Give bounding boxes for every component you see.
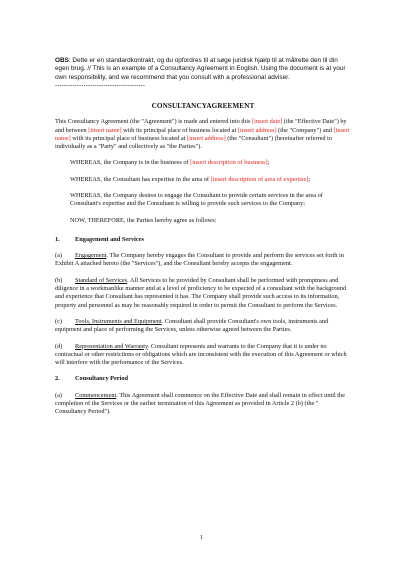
page-number: 1 <box>199 534 204 541</box>
placeholder-business: [insert description of business] <box>190 159 268 167</box>
intro-paragraph: This Consultancy Agreement (the "Agreement") is made and entered into this [insert date] (the "Effective Date") by and between [insert name] with its principal place of business located at [insert address] (the "Company") and [insert name] with its principal place of business located at [insert address] (the "Consultant") (hereinafter referred to individually as a "Party" and collectively as "the Parties"). <box>55 118 350 151</box>
disclaimer-notice <box>55 57 351 82</box>
document-content <box>55 57 351 417</box>
clause-2a: (a) Commencement. This Agreement shall commence on the Effective Date and shall remain in effect until the completion of the Services or the earlier termination of this Agreement as provided in Article 2 (b) (the " Consultancy Period"). <box>55 391 345 416</box>
section-heading-2: 2. Consultancy Period <box>55 375 129 383</box>
clause-1b: (b) Standard of Services. All Services to be provided by Consultant shall be performed with promptness and diligence in a workmanlike manner and at a level of proficiency to be expected of a consultant with the background and experience that Consultant has represented it has. The Company shall provide such access to its information, property and personnel as may be reasonably required in order to permit the Consultant to perform the Services. <box>55 276 347 309</box>
clause-1c: (c) Tools, Instruments and Equipment. Consultant shall provide Consultant's own tools, instruments and equipment and place of performing the Services, unless otherwise agreed between the Parties. <box>55 317 329 334</box>
clause-1d: (d) Representation and Warranty. Consultant represents and warrants to the Company that it is under no contractual or other restrictions or obligations which are inconsistent with the execution of this Agreement or which will interfere with the performance of the Services. <box>55 342 347 367</box>
placeholder-company-address: [insert address] <box>237 126 277 134</box>
now-therefore: NOW, THEREFORE, the Parties hereby agree as follows: <box>70 216 217 224</box>
placeholder-company-name: [insert name] <box>88 126 122 134</box>
whereas-engagement: WHEREAS, the Company desires to engage the Consultant to provide certain services in the area of Consultant's expertise and the Consultant is willing to provide such services to the Company; <box>70 192 323 208</box>
placeholder-consultant-address: [insert address] <box>187 134 226 142</box>
placeholder-expertise: [insert description of area of expertise] <box>210 175 309 183</box>
placeholder-date: [insert date] <box>251 118 283 126</box>
separator-line: ----------------------------------------- <box>55 83 146 90</box>
document-title: CONSULTANCYAGREEMENT <box>151 102 255 111</box>
disclaimer-text: : Dette er en standardkontrakt, og du opfordres til at søge juridisk hjælp til at målrette den til din egen brug. // This is an example of a Consultancy Agreement in English. Using the document is at your own responsibility, and we recommend that you consult with a professional adviser. <box>55 57 346 81</box>
whereas-expertise: WHEREAS, the Consultant has expertise in the area of [insert description of area of expertise]; <box>70 175 311 183</box>
placeholder-consultant-name: [insert name] <box>55 126 350 142</box>
whereas-business: WHEREAS, the Company is in the business of [insert description of business]; <box>70 159 270 167</box>
clause-1a: (a) Engagement. The Company hereby engages the Consultant to provide and perform the services set forth in Exhibit A attached hereto (the "Services"), and the Consultant hereby accepts the engagement. <box>55 252 344 268</box>
obs-label: OBS <box>55 57 69 64</box>
section-heading-1: 1. Engagement and Services <box>55 235 144 243</box>
